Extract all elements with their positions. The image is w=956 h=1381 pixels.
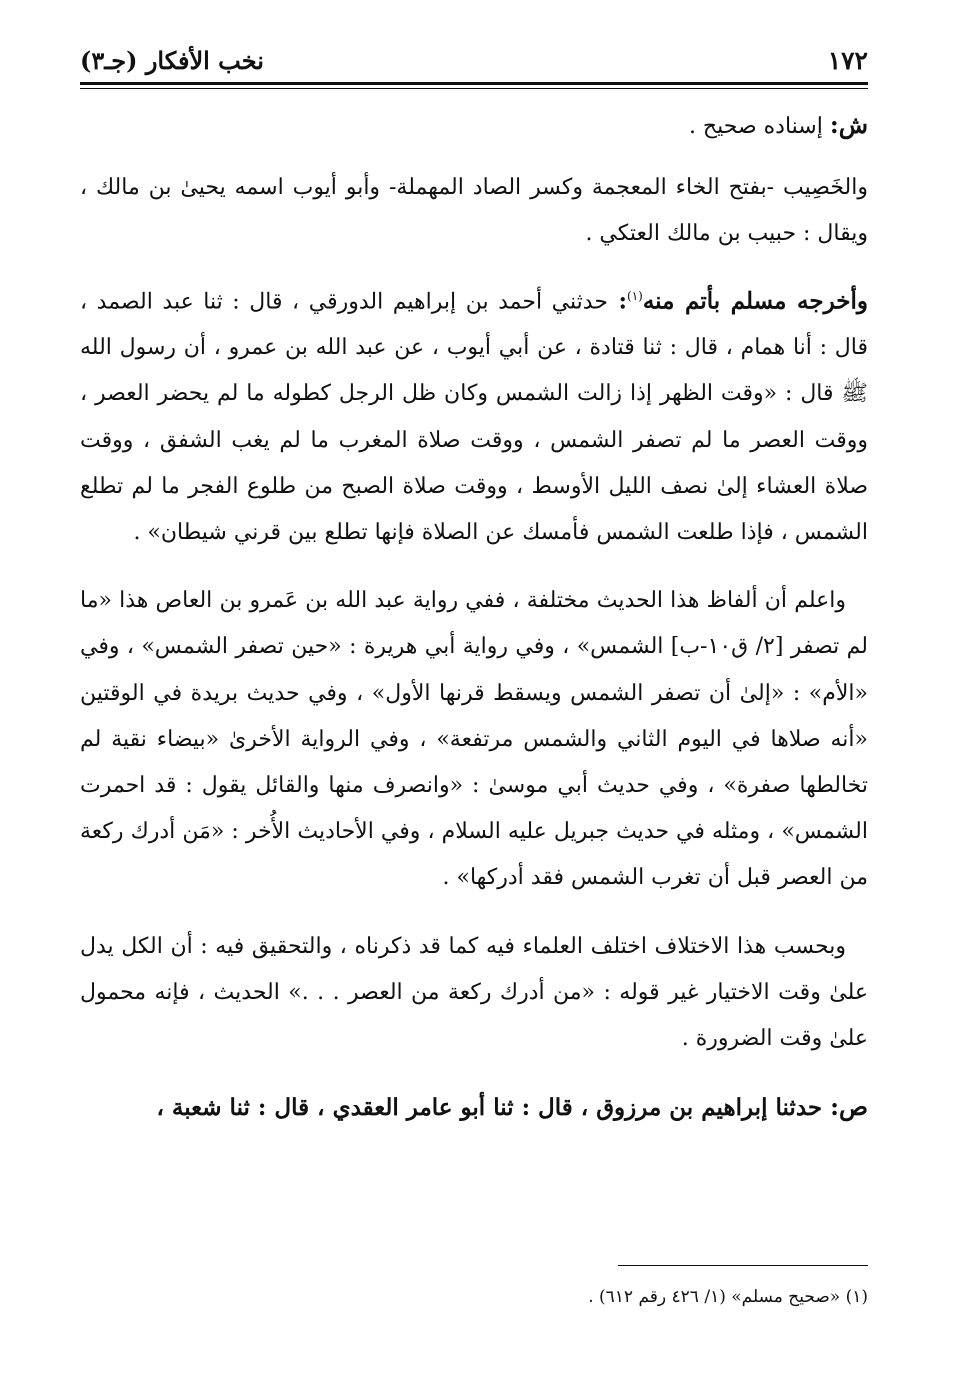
paragraph-text-chain [80,1084,868,1131]
paragraph-text: إسناده صحيح . [688,114,830,139]
paragraph-text: حدثنا إبراهيم بن مرزوق ، قال : ثنا أبو عامر العقدي ، قال : ثنا شعبة ، [156,1094,831,1122]
lead-colon: : [607,286,628,314]
paragraph-text: وبحسب هذا الاختلاف اختلف العلماء فيه كما قد ذكرناه ، والتحقيق فيه : أن الكل يدل علىٰ وقت الاختيار غير قوله : «من أدرك ركعة من العصر . . .» الحديث ، فإنه محمول علىٰ وقت الضرورة . [80,933,868,1051]
paragraph-narrator-note [80,165,868,257]
footnote-reference[interactable]: (١) [627,288,643,303]
commentary-marker: ش: [829,110,868,139]
paragraph-lead: وأخرجه مسلم بأتم منه [642,286,869,314]
footnote [80,1283,868,1311]
header-rule-thin [80,88,868,89]
page-header [80,40,868,80]
paragraph-text: واعلم أن ألفاظ هذا الحديث مختلفة ، ففي رواية عبد الله بن عَمرو بن العاص هذا «ما لم تصفر [٢/ ق١٠-ب] الشمس» ، وفي رواية أبي هريرة : «حين تصفر الشمس» ، وفي «الأم» : «إلىٰ أن تصفر الشمس ويسقط قرنها الأول» ، وفي حديث بريدة في الوقتين «أنه صلاها في اليوم الثاني والشمس مرتفعة» ، وفي الرواية الأخرىٰ «بيضاء نقية لم تخالطها صفرة» ، وفي حديث أبي موسىٰ : «وانصرف منها والقائل يقول : قد احمرت الشمس» ، ومثله في حديث جبريل عليه السلام ، وفي الأحاديث الأُخر : «مَن أدرك ركعة من العصر قبل أن تغرب الشمس فقد أدركها» . [80,588,869,891]
paragraph-conclusion [80,924,868,1063]
running-title: نخب الأفكار (جـ٣) [80,45,264,75]
page-number: ١٧٢ [827,45,868,75]
paragraph-text: والخَصِيب -بفتح الخاء المعجمة وكسر الصاد المهملة- وأبو أيوب اسمه يحيىٰ بن مالك ، ويقال : حبيب بن مالك العتكي . [80,175,868,247]
text-marker: ص: [830,1092,868,1122]
paragraph-wording-variations [80,578,868,901]
paragraph-commentary [80,102,868,150]
footnote-text: (١) «صحيح مسلم» (١/ ٤٢٦ رقم ٦١٢) . [588,1287,868,1307]
footnote-separator [618,1265,868,1266]
paragraph-text: حدثني أحمد بن إبراهيم الدورقي ، قال : ثنا عبد الصمد ، قال : أنا همام ، قال : ثنا قتادة ، عن أبي أيوب ، عن عبد الله بن عمرو ، أن رسول الله ﷺ قال : «وقت الظهر إذا زالت الشمس وكان ظل الرجل كطوله ما لم يحضر العصر ، ووقت العصر ما لم تصفر الشمس ، ووقت صلاة المغرب ما لم يغب الشفق ، ووقت صلاة العشاء إلىٰ نصف الليل الأوسط ، ووقت صلاة الصبح من طلوع الفجر ما لم تطلع الشمس ، فإذا طلعت الشمس فأمسك عن الصلاة فإنها تطلع بين قرني شيطان» . [80,288,868,545]
header-rule-thick [80,82,868,85]
paragraph-muslim-hadith [80,273,868,557]
main-text [80,102,868,1131]
